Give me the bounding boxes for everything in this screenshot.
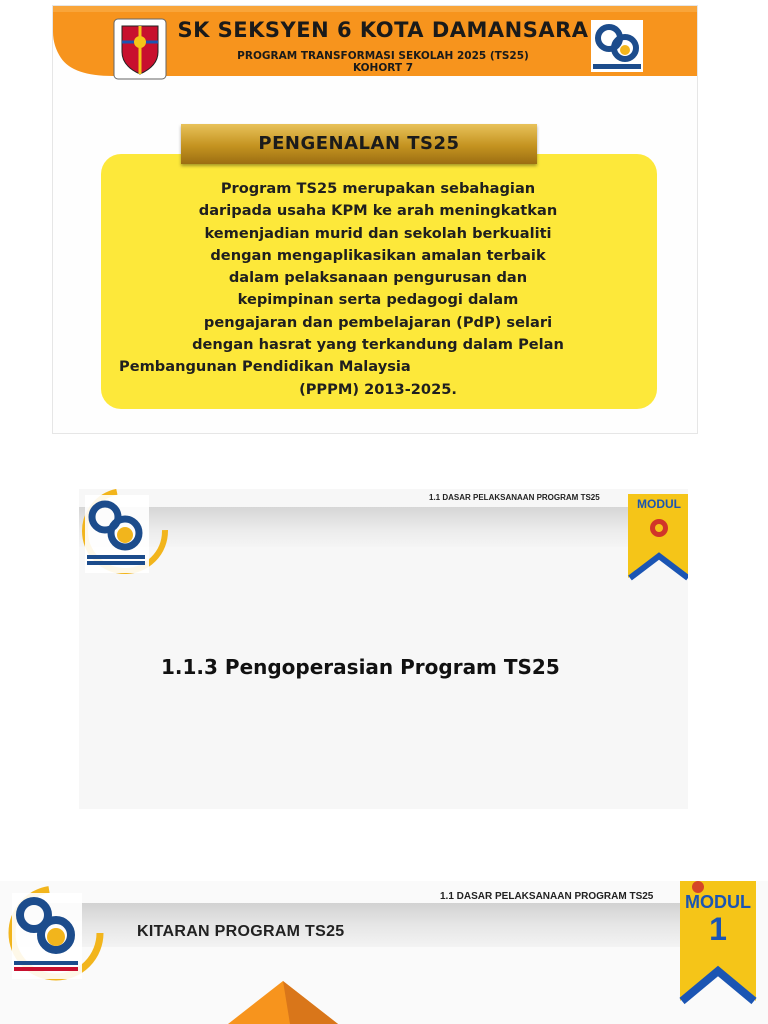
modul-number: 1 <box>709 911 727 947</box>
paragraph-line: pengajaran dan pembelajaran (PdP) selari <box>203 313 553 331</box>
slide-heading: KITARAN PROGRAM TS25 <box>137 923 345 940</box>
slide-pengoperasian <box>79 489 688 809</box>
modul-label: MODUL <box>637 497 681 511</box>
header-bar <box>20 903 680 947</box>
modul-label: MODUL <box>685 892 751 912</box>
ts25-logo-icon <box>591 20 643 72</box>
cycle-triangle-icon <box>228 981 338 1024</box>
slide-title: 1.1.3 Pengoperasian Program TS25 <box>161 655 560 679</box>
school-name: SK SEKSYEN 6 KOTA DAMANSARA <box>177 18 589 42</box>
paragraph-line: Program TS25 merupakan sebahagian <box>220 180 536 197</box>
section-label: 1.1 DASAR PELAKSANAAN PROGRAM TS25 <box>429 493 600 502</box>
school-crest-icon <box>113 18 167 80</box>
paragraph-line: Pembangunan Pendidikan Malaysia <box>119 358 411 376</box>
ts25-logo-icon <box>79 489 171 581</box>
paragraph-line: (PPPM) 2013-2025. <box>299 380 457 398</box>
intro-paragraph <box>115 178 641 401</box>
program-title <box>173 50 593 74</box>
program-title-line: PROGRAM TRANSFORMASI SEKOLAH 2025 (TS25) <box>237 50 529 62</box>
paragraph-line: kepimpinan serta pedagogi dalam <box>237 291 519 309</box>
paragraph-line: dengan hasrat yang terkandung dalam Pelan <box>192 336 564 354</box>
program-cohort: KOHORT 7 <box>352 62 414 74</box>
paragraph-line: dengan mengaplikasikan amalan terbaik <box>210 246 546 264</box>
heading-plate <box>181 124 537 164</box>
paragraph-line: dalam pelaksanaan pengurusan dan <box>228 269 528 287</box>
paragraph-line: daripada usaha KPM ke arah meningkatkan <box>198 202 558 220</box>
section-heading: PENGENALAN TS25 <box>258 133 460 154</box>
slide-kitaran <box>0 881 768 1024</box>
ts25-logo-icon <box>6 883 106 983</box>
section-label: 1.1 DASAR PELAKSANAAN PROGRAM TS25 <box>440 891 654 902</box>
slide-pengenalan <box>53 6 697 433</box>
paragraph-line: kemenjadian murid dan sekolah berkualiti <box>204 224 552 242</box>
